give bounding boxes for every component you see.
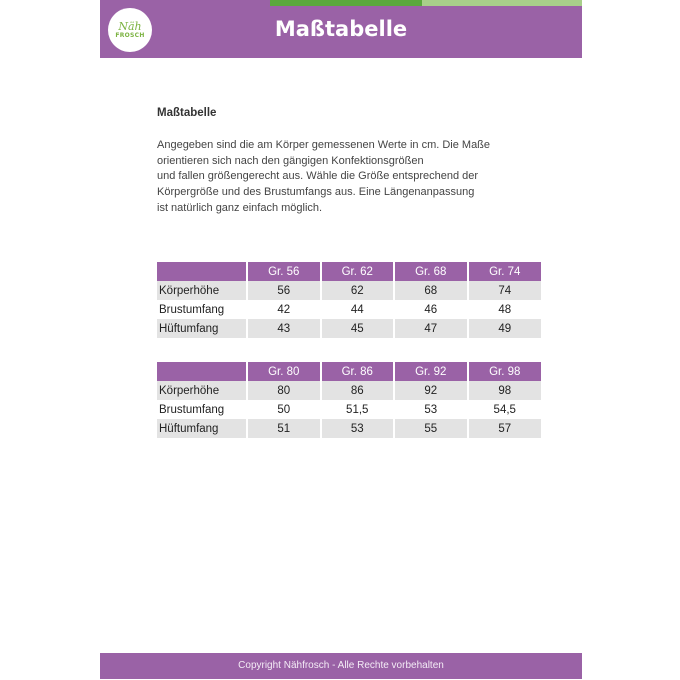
table-cell: 57 <box>468 419 542 438</box>
row-label: Brustumfang <box>159 403 225 416</box>
header-title: Maßtabelle <box>274 17 408 41</box>
table-cell: 53 <box>321 419 395 438</box>
table-cell: 44 <box>321 300 395 319</box>
header-accent-lightgreen <box>422 0 582 6</box>
table-cell: 45 <box>321 319 395 338</box>
intro-line: und fallen größengerecht aus. Wähle die Größe entsprechend der <box>157 170 479 183</box>
table-header-row <box>157 262 541 281</box>
table-row <box>157 400 541 419</box>
page-header <box>100 0 582 58</box>
document-page <box>100 0 582 680</box>
table-header-cell: Gr. 68 <box>394 262 468 281</box>
table-cell: 43 <box>247 319 321 338</box>
table-row <box>157 300 541 319</box>
table-cell: 48 <box>468 300 542 319</box>
intro-line: Körpergröße und des Brustumfangs aus. Eine Längenanpassung <box>157 186 475 199</box>
header-accent-green <box>270 0 422 6</box>
row-label: Hüftumfang <box>157 319 247 338</box>
row-label: Brustumfang <box>159 303 225 316</box>
table-header-cell: Gr. 74 <box>468 262 542 281</box>
table-header-corner <box>157 362 247 381</box>
table-cell: 92 <box>394 381 468 400</box>
table-header-cell: Gr. 98 <box>468 362 542 381</box>
section-title: Maßtabelle <box>157 107 217 119</box>
table-row <box>157 319 541 338</box>
table-cell: 80 <box>247 381 321 400</box>
table-cell: 49 <box>468 319 542 338</box>
table-cell: 54,5 <box>468 400 542 419</box>
row-label: Körperhöhe <box>157 381 247 400</box>
table-cell: 51,5 <box>321 400 395 419</box>
table-header-row <box>157 362 541 381</box>
table-cell: 53 <box>394 400 468 419</box>
table-cell: 56 <box>247 281 321 300</box>
page-footer <box>100 653 582 679</box>
logo-word-text: FROSCH <box>115 32 145 39</box>
intro-line: ist natürlich ganz einfach möglich. <box>157 201 323 214</box>
table-cell: 51 <box>247 419 321 438</box>
table-row <box>157 281 541 300</box>
table-row <box>157 419 541 438</box>
table-cell: 86 <box>321 381 395 400</box>
size-table-large <box>157 362 541 438</box>
intro-line: orientieren sich nach den gängigen Konfektionsgrößen <box>157 154 424 167</box>
table-header-cell: Gr. 56 <box>247 262 321 281</box>
table-cell: 42 <box>247 300 321 319</box>
table-header-cell: Gr. 80 <box>247 362 321 381</box>
table-cell: 46 <box>394 300 468 319</box>
intro-paragraph <box>157 138 537 217</box>
table-header-corner <box>157 262 247 281</box>
table-header-cell: Gr. 62 <box>321 262 395 281</box>
table-header-cell: Gr. 92 <box>394 362 468 381</box>
table-cell: 74 <box>468 281 542 300</box>
size-table-small <box>157 262 541 338</box>
table-cell: 55 <box>394 419 468 438</box>
table-cell: 50 <box>247 400 321 419</box>
copyright-text: Copyright Nähfrosch - Alle Rechte vorbehalten <box>238 660 444 671</box>
row-label: Hüftumfang <box>157 419 247 438</box>
table-cell: 47 <box>394 319 468 338</box>
table-row <box>157 381 541 400</box>
logo-script-text: Näh <box>118 20 142 33</box>
table-header-cell: Gr. 86 <box>321 362 395 381</box>
intro-line: Angegeben sind die am Körper gemessenen Werte in cm. Die Maße <box>157 139 491 151</box>
table-cell: 62 <box>321 281 395 300</box>
row-label: Körperhöhe <box>157 281 247 300</box>
table-cell: 98 <box>468 381 542 400</box>
table-cell: 68 <box>394 281 468 300</box>
